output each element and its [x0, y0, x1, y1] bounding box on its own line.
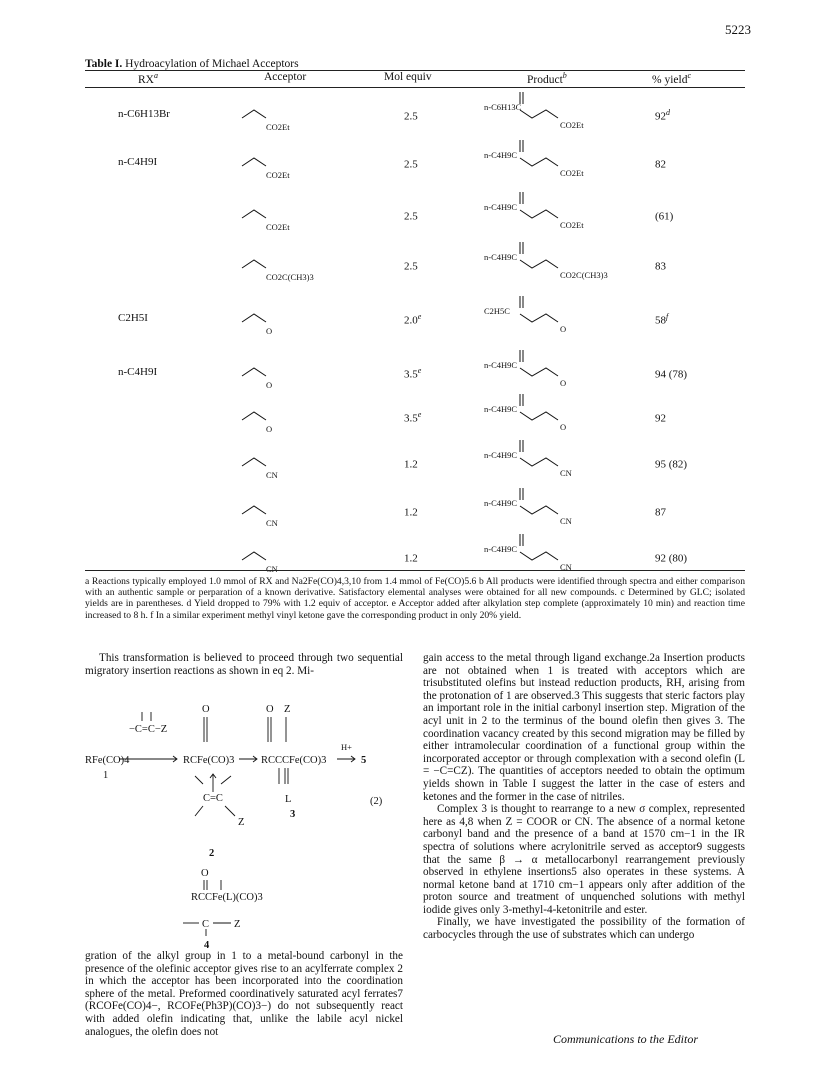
eq-oxo-b: O — [266, 704, 274, 715]
table-acceptor-label: O — [266, 326, 273, 336]
eq-inter-b: RCCCFe(CO)3 — [261, 755, 327, 766]
header-rx: $RX^a$ — [138, 71, 158, 86]
eq-olefin-top: −C=C−Z — [129, 724, 168, 735]
table-acceptor-label: CO2C(CH3)3 — [266, 272, 314, 282]
table-cell-rx: n-C4H9I — [118, 366, 158, 378]
table-product-structure — [484, 428, 614, 482]
table-cell-yield: (61) — [655, 210, 674, 223]
eq-complex-4-z: Z — [234, 919, 241, 930]
left-column-bottom — [85, 950, 403, 1038]
table-acceptor-structure — [234, 140, 344, 184]
table-product-acyl-label: n-C4H9C — [484, 150, 518, 160]
table-product-sub-label: CO2C(CH3)3 — [560, 270, 608, 280]
equation-complex-4-chain — [85, 916, 403, 950]
table-cell-mol-equiv: 2.0e — [404, 312, 422, 327]
eq-num-4: 4 — [204, 940, 210, 950]
table-product-sub-label: CN — [560, 562, 572, 572]
table-product-structure — [484, 230, 614, 284]
eq-oxo-c: O — [201, 868, 209, 879]
table-cell-yield: 82 — [655, 158, 666, 171]
table-product-structure — [484, 522, 614, 576]
header-product: Product$^b$ — [527, 71, 567, 86]
eq-reactant: RFe(CO)4 — [85, 755, 130, 766]
page-number: 5223 — [725, 22, 751, 37]
table-acceptor-label: CO2Et — [266, 170, 290, 180]
table-product-acyl-label: C2H5C — [484, 306, 510, 316]
table-product-sub-label: O — [560, 378, 567, 388]
eq-complex-4: RCCFe(L)(CO)3 — [191, 892, 263, 903]
table-cell-mol-equiv: 1.2 — [404, 458, 418, 471]
table-cell-yield: 94 (78) — [655, 368, 688, 381]
eq-number: (2) — [370, 796, 383, 807]
right-column — [423, 652, 745, 942]
table-acceptor-label: CN — [266, 470, 278, 480]
table-acceptor-label: CN — [266, 564, 278, 574]
table-product-sub-label: CO2Et — [560, 168, 584, 178]
table-product-acyl-label: n-C4H9C — [484, 404, 518, 414]
table-cell-mol-equiv: 2.5 — [404, 158, 418, 171]
table-acceptor-label: CO2Et — [266, 222, 290, 232]
table-product-sub-label: CN — [560, 516, 572, 526]
eq-inter-a: RCFe(CO)3 — [183, 755, 235, 766]
table-acceptor-structure — [234, 192, 344, 236]
table-product-acyl-label: n-C4H9C — [484, 252, 518, 262]
table-cell-mol-equiv: 1.2 — [404, 552, 418, 565]
table-cell-yield: 83 — [655, 260, 666, 273]
table-cell-mol-equiv: 2.5 — [404, 210, 418, 223]
table-cell-mol-equiv: 2.5 — [404, 110, 418, 123]
table-acceptor-structure — [234, 534, 344, 578]
table-acceptor-structure — [234, 440, 344, 484]
eq-num-3: 3 — [290, 809, 296, 820]
table-acceptor-label: CN — [266, 518, 278, 528]
left-column-top — [85, 652, 403, 677]
table-cell-rx: n-C6H13Br — [118, 108, 170, 120]
table-bottom-rule — [85, 570, 745, 571]
table-caption-label: Table I. — [85, 58, 123, 70]
table-product-structure — [484, 284, 614, 338]
table-cell-mol-equiv: 3.5e — [404, 366, 422, 381]
table-footnotes: a Reactions typically employed 1.0 mmol of RX and Na2Fe(CO)4,3,10 from 1.4 mmol of Fe(CO)5.6 b All products were identified through spectra and either comparison with an authentic sample or perparation of a known derivative. Satisfactory elemental analyses were obtained for all new compounds. c Determined by GLC; isolated yields are in parentheses. d Yield dropped to 79% with 1.2 equiv of acceptor. e Acceptor added after alkylation step complete (approximately 10 min) and reaction time increased to 8 h. f In a similar experiment methyl vinyl ketone gave the corresponding product in only 20% yield. — [85, 576, 745, 621]
page-footer: Communications to the Editor — [553, 1032, 698, 1046]
eq-h-plus: H+ — [341, 742, 352, 752]
table-acceptor-label: O — [266, 380, 273, 390]
table-cell-yield: 92$^d$ — [655, 108, 670, 123]
header-mol-equiv: Mol equiv — [384, 71, 432, 83]
table-acceptor-structure — [234, 394, 344, 438]
table-cell-yield: 58$^f$ — [655, 312, 669, 327]
table-product-acyl-label: n-C4H9C — [484, 360, 518, 370]
table-caption-text: Hydroacylation of Michael Acceptors — [125, 58, 299, 70]
table-cell-mol-equiv: 2.5 — [404, 260, 418, 273]
eq-complex-4-c: C — [202, 919, 210, 930]
equation-2 — [85, 684, 403, 916]
header-acceptor: Acceptor — [264, 71, 307, 83]
table-product-acyl-label: n-C4H9C — [484, 498, 518, 508]
eq-oxo-a: O — [202, 704, 210, 715]
table-cell-yield: 92 — [655, 412, 666, 425]
table-cell-rx: C2H5I — [118, 312, 148, 324]
table-product-structure — [484, 180, 614, 234]
table-product-sub-label: O — [560, 422, 567, 432]
table-acceptor-structure — [234, 488, 344, 532]
right-paragraph-2: Complex 3 is thought to rearrange to a new σ complex, represented here as 4,8 when Z = COOR or CN. The absence of a normal ketone carbonyl band and the presence of a band at 1570 cm−1 in the IR spectra of solutions where acrylonitrile served as acceptor9 suggests that the same β → α metallocarbonyl rearrangement previously observed in ethylene insertions5 also operates in these systems. A normal ketone band at 1710 cm−1 appears only after addition of the proton source and treatment of unquenched solutions with methyl iodide gives only 3-methyl-4-ketonitrile and ester. — [423, 803, 745, 916]
left-paragraph-2: gration of the alkyl group in 1 to a metal-bound carbonyl in the presence of the olefinic acceptor gives rise to an acylferrate complex 2 in which the acceptor has been incorporated into the coordination sphere of the metal. Preformed coordinatively saturated acyl ferrates7 (RCOFe(CO)4−, RCOFe(Ph3P)(CO)3−) do not subsequently react with added olefin indicating that, unlike the labile acyl nickel analogues, the olefin does not — [85, 950, 403, 1038]
table-header-rule — [85, 87, 745, 88]
table-acceptor-structure — [234, 350, 344, 394]
table-caption — [85, 58, 299, 70]
table-product-sub-label: O — [560, 324, 567, 334]
table-cell-mol-equiv: 1.2 — [404, 506, 418, 519]
right-paragraph-1: gain access to the metal through ligand exchange.2a Insertion products are not obtained when 1 is treated with acceptors which are trisubstituted olefins but instead reduction products, RH, arising from the protonation of 1 are observed.3 This suggests that steric factors play an important role in the initial carbonyl insertion step. Migration of the acyl unit in 2 to the terminus of the bound olefin then gives 3. The coordination vacancy created by this second migration may be filled by either intramolecular coordination of a functional group within the incorporated acceptor or through complexation with a second olefin (L = −C=CZ). The quantities of acceptors needed to obtain the optimum yields shown in Table I suggest the latter in the case of esters and ketones and the former in the case of nitriles. — [423, 652, 745, 803]
table-product-sub-label: CN — [560, 468, 572, 478]
left-paragraph-1: This transformation is believed to proceed through two sequential migratory insertion reactions as shown in eq 2. Mi- — [85, 652, 403, 677]
table-cell-yield: 95 (82) — [655, 458, 688, 471]
eq-num-2: 2 — [209, 848, 215, 859]
table-product-sub-label: CO2Et — [560, 120, 584, 130]
table-product-structure — [484, 80, 614, 134]
table-product-structure — [484, 128, 614, 182]
table-acceptor-label: CO2Et — [266, 122, 290, 132]
table-cell-yield: 92 (80) — [655, 552, 688, 565]
eq-reactant-num: 1 — [103, 770, 109, 781]
right-paragraph-3: Finally, we have investigated the possibility of the formation of carbocycles through the use of substrates which can undergo — [423, 916, 745, 942]
table-acceptor-structure — [234, 92, 344, 136]
eq-olefin-c: C=C — [203, 793, 223, 804]
eq-product-num: 5 — [361, 755, 367, 766]
table-product-acyl-label: n-C4H9C — [484, 202, 518, 212]
eq-l-label: L — [285, 794, 292, 805]
table-acceptor-label: O — [266, 424, 273, 434]
table-cell-mol-equiv: 3.5e — [404, 410, 422, 425]
header-yield: % yield$^c$ — [652, 71, 692, 86]
eq-z-low: Z — [238, 817, 245, 828]
eq-z-top: Z — [284, 704, 291, 715]
table-cell-rx: n-C4H9I — [118, 156, 158, 168]
table-product-acyl-label: n-C4H9C — [484, 544, 518, 554]
table-acceptor-structure — [234, 296, 344, 340]
table-product-acyl-label: n-C6H13C — [484, 102, 522, 112]
table-product-acyl-label: n-C4H9C — [484, 450, 518, 460]
table-acceptor-structure — [234, 242, 344, 286]
table-product-sub-label: CO2Et — [560, 220, 584, 230]
table-cell-yield: 87 — [655, 506, 666, 519]
